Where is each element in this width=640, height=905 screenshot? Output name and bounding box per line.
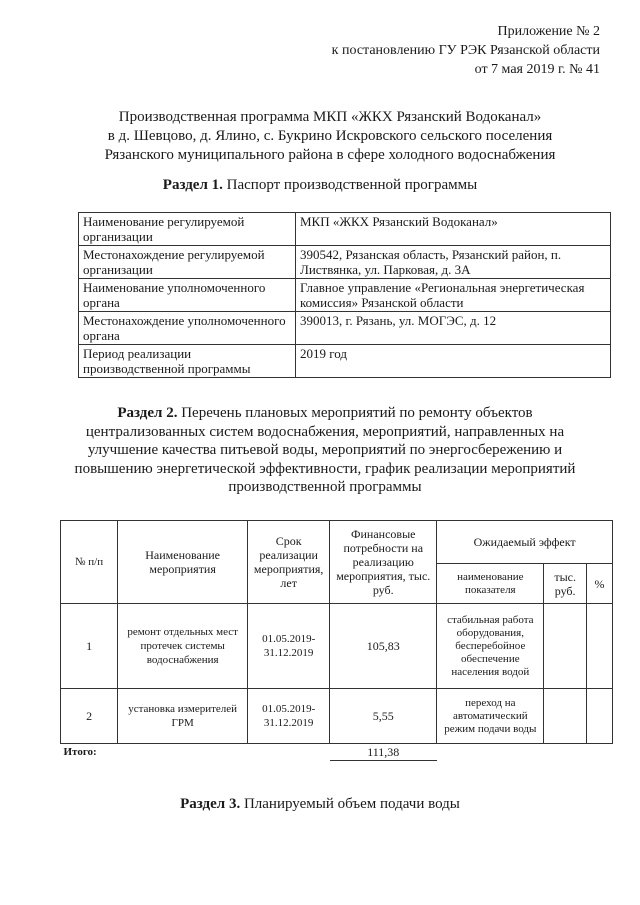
table-row (79, 213, 611, 246)
section-2-heading (70, 404, 580, 497)
section-3-heading (0, 796, 640, 813)
table-row (79, 246, 611, 279)
section-3-label: Раздел 3. (180, 796, 241, 812)
section-2-text: Перечень плановых мероприятий по ремонту объектов централизованных систем водоснабжения, мероприятий, направленных на улучшение качества питьевой воды, мероприятий по энергосбережению и повышению энергетической эффективности, график реализации мероприятий производственной программы (74, 405, 576, 495)
table-row (79, 279, 611, 312)
title-line-3: Рязанского муниципального района в сфере холодного водоснабжения (104, 147, 556, 163)
section-2-label: Раздел 2. (117, 405, 178, 421)
passport-label: Наименование регулируемой организации (79, 213, 296, 246)
row-effect-pct (586, 689, 612, 744)
row-term: 01.05.2019-31.12.2019 (248, 604, 330, 689)
row-num: 1 (61, 604, 118, 689)
header-effect-name: наименование показателя (437, 564, 544, 604)
header-num: № п/п (61, 521, 118, 604)
header-name: Наименование мероприятия (118, 521, 248, 604)
table-row (61, 604, 613, 689)
section-1-text: Паспорт производственной программы (226, 177, 478, 193)
title-line-2: в д. Шевцово, д. Ялино, с. Букрино Искровского сельского поселения (107, 128, 553, 144)
passport-value: 390013, г. Рязань, ул. МОГЭС, д. 12 (296, 312, 611, 345)
row-term: 01.05.2019-31.12.2019 (248, 689, 330, 744)
header-effect-rub: тыс. руб. (544, 564, 587, 604)
row-name: ремонт отдельных мест протечек системы водоснабжения (118, 604, 248, 689)
passport-value: 390542, Рязанская область, Рязанский район, п. Листвянка, ул. Парковая, д. 3А (296, 246, 611, 279)
appendix-header (332, 22, 600, 79)
table-row (79, 312, 611, 345)
appendix-number: Приложение № 2 (497, 24, 600, 39)
appendix-date: от 7 мая 2019 г. № 41 (474, 62, 600, 77)
total-spacer (118, 744, 248, 761)
row-effect-rub (544, 604, 587, 689)
measures-table (60, 520, 613, 761)
row-effect: стабильная работа оборудования, бесперебойное обеспечение населения водой (437, 604, 544, 689)
title-line-1: Производственная программа МКП «ЖКХ Рязанский Водоканал» (118, 109, 542, 125)
passport-label: Местонахождение уполномоченного органа (79, 312, 296, 345)
section-3-text: Планируемый объем подачи воды (243, 796, 460, 812)
passport-value: Главное управление «Региональная энергетическая комиссия» Рязанской области (296, 279, 611, 312)
row-name: установка измерителей ГРМ (118, 689, 248, 744)
table-row (61, 689, 613, 744)
section-1-label: Раздел 1. (162, 177, 223, 193)
passport-value: МКП «ЖКХ Рязанский Водоканал» (296, 213, 611, 246)
row-finance: 5,55 (330, 689, 437, 744)
passport-label: Местонахождение регулируемой организации (79, 246, 296, 279)
header-finance: Финансовые потребности на реализацию мероприятия, тыс. руб. (330, 521, 437, 604)
row-num: 2 (61, 689, 118, 744)
section-1-heading (0, 177, 640, 194)
row-effect-pct (586, 604, 612, 689)
total-spacer (544, 744, 587, 761)
passport-value: 2019 год (296, 345, 611, 378)
passport-label: Наименование уполномоченного органа (79, 279, 296, 312)
total-label: Итого: (63, 746, 97, 759)
row-finance: 105,83 (330, 604, 437, 689)
total-row (61, 744, 613, 761)
row-effect-rub (544, 689, 587, 744)
passport-table (78, 212, 611, 378)
header-term: Срок реализации мероприятия, лет (248, 521, 330, 604)
passport-label: Период реализации производственной программы (79, 345, 296, 378)
total-spacer (437, 744, 544, 761)
total-spacer (248, 744, 330, 761)
document-title (60, 108, 600, 165)
header-effect-pct: % (586, 564, 612, 604)
header-effect: Ожидаемый эффект (437, 521, 613, 564)
table-header-row (61, 521, 613, 564)
row-effect: переход на автоматический режим подачи воды (437, 689, 544, 744)
appendix-resolution: к постановлению ГУ РЭК Рязанской области (331, 43, 600, 58)
table-row (79, 345, 611, 378)
total-spacer (586, 744, 612, 761)
total-value: 111,38 (330, 744, 437, 761)
